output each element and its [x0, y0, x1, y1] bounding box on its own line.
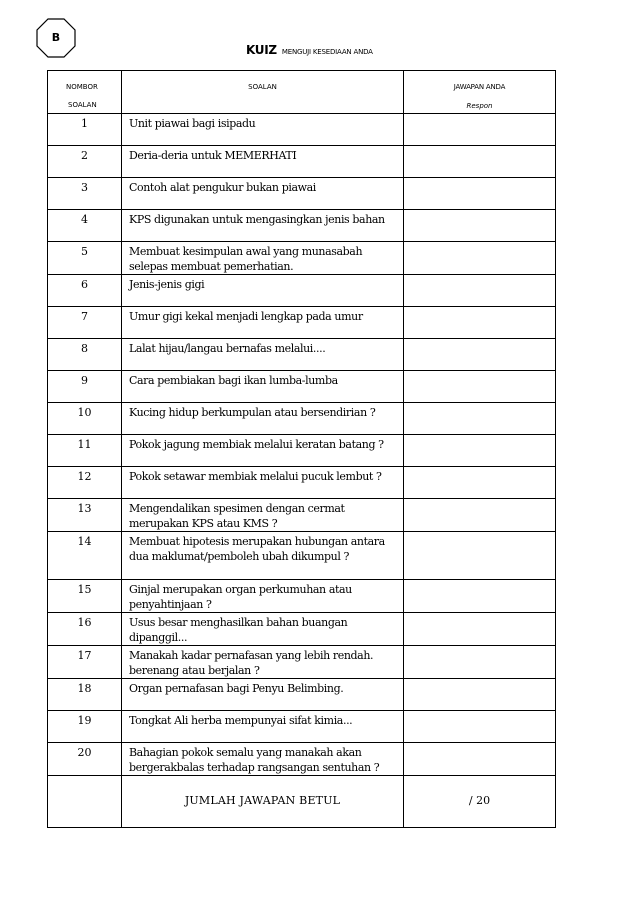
question-number: 20 — [48, 743, 122, 776]
total-score[interactable]: / 20 — [404, 776, 556, 828]
table-row — [48, 242, 556, 275]
question-number: 10 — [48, 403, 122, 435]
question-number: 11 — [48, 435, 122, 467]
table-row — [48, 743, 556, 776]
table-row — [48, 613, 556, 646]
answer-cell[interactable] — [404, 646, 556, 679]
total-label: JUMLAH JAWAPAN BETUL — [122, 776, 404, 828]
table-row — [48, 114, 556, 146]
answer-cell[interactable] — [404, 146, 556, 178]
header-question-label: SOALAN — [248, 83, 277, 91]
question-number: 15 — [48, 580, 122, 613]
question-number: 7 — [48, 307, 122, 339]
table-row — [48, 210, 556, 242]
answer-cell[interactable] — [404, 711, 556, 743]
table-row — [48, 435, 556, 467]
question-text: Cara pembiakan bagi ikan lumba-lumba — [122, 371, 404, 403]
question-text: Jenis-jenis gigi — [122, 275, 404, 307]
question-text: Contoh alat pengukur bukan piawai — [122, 178, 404, 210]
question-number: 14 — [48, 532, 122, 580]
table-row — [48, 499, 556, 532]
question-number: 3 — [48, 178, 122, 210]
total-empty-cell — [48, 776, 122, 828]
table-row — [48, 467, 556, 499]
question-number: 16 — [48, 613, 122, 646]
header-number-line2: SOALAN — [68, 101, 97, 109]
question-number: 1 — [48, 114, 122, 146]
question-number: 12 — [48, 467, 122, 499]
question-number: 19 — [48, 711, 122, 743]
answer-cell[interactable] — [404, 339, 556, 371]
title-main: KUIZ — [246, 43, 277, 57]
question-text: Organ pernafasan bagi Penyu Belimbing. — [122, 679, 404, 711]
header-answer-line2: Respon — [466, 102, 493, 110]
question-text: Lalat hijau/langau bernafas melalui.... — [122, 339, 404, 371]
header-answer-line1: JAWAPAN ANDA — [453, 83, 506, 91]
answer-cell[interactable] — [404, 371, 556, 403]
table-row — [48, 178, 556, 210]
question-text: Unit piawai bagi isipadu — [122, 114, 404, 146]
table-row — [48, 711, 556, 743]
question-text: Usus besar menghasilkan bahan buangan dipanggil... — [122, 613, 404, 646]
question-text: Pokok setawar membiak melalui pucuk lembut ? — [122, 467, 404, 499]
answer-cell[interactable] — [404, 679, 556, 711]
question-text: Umur gigi kekal menjadi lengkap pada umur — [122, 307, 404, 339]
question-text: Deria-deria untuk MEMERHATI — [122, 146, 404, 178]
table-row — [48, 580, 556, 613]
table-row — [48, 679, 556, 711]
quiz-table — [47, 70, 556, 828]
table-row — [48, 307, 556, 339]
answer-cell[interactable] — [404, 307, 556, 339]
table-row — [48, 371, 556, 403]
question-number: 13 — [48, 499, 122, 532]
answer-cell[interactable] — [404, 499, 556, 532]
header-question — [122, 71, 404, 114]
answer-cell[interactable] — [404, 242, 556, 275]
page-title — [246, 39, 373, 58]
question-text: Membuat hipotesis merupakan hubungan antara dua maklumat/pemboleh ubah dikumpul ? — [122, 532, 404, 580]
section-badge — [36, 18, 76, 58]
answer-cell[interactable] — [404, 275, 556, 307]
question-number: 18 — [48, 679, 122, 711]
header-number — [48, 71, 122, 114]
question-number: 4 — [48, 210, 122, 242]
question-number: 6 — [48, 275, 122, 307]
answer-cell[interactable] — [404, 580, 556, 613]
total-row — [48, 776, 556, 828]
question-text: Kucing hidup berkumpulan atau bersendirian ? — [122, 403, 404, 435]
question-text: KPS digunakan untuk mengasingkan jenis bahan — [122, 210, 404, 242]
table-row — [48, 532, 556, 580]
question-text: Ginjal merupakan organ perkumuhan atau penyahtinjaan ? — [122, 580, 404, 613]
answer-cell[interactable] — [404, 532, 556, 580]
table-header — [48, 71, 556, 114]
answer-cell[interactable] — [404, 467, 556, 499]
question-text: Pokok jagung membiak melalui keratan batang ? — [122, 435, 404, 467]
question-number: 17 — [48, 646, 122, 679]
badge-label: B — [51, 31, 61, 44]
header-number-line1: NOMBOR — [66, 83, 98, 91]
table-row — [48, 146, 556, 178]
table-row — [48, 275, 556, 307]
question-text: Tongkat Ali herba mempunyai sifat kimia... — [122, 711, 404, 743]
table-row — [48, 646, 556, 679]
answer-cell[interactable] — [404, 210, 556, 242]
question-text: Membuat kesimpulan awal yang munasabah selepas membuat pemerhatian. — [122, 242, 404, 275]
answer-cell[interactable] — [404, 743, 556, 776]
answer-cell[interactable] — [404, 114, 556, 146]
question-text: Bahagian pokok semalu yang manakah akan bergerakbalas terhadap rangsangan sentuhan ? — [122, 743, 404, 776]
answer-cell[interactable] — [404, 178, 556, 210]
question-text: Mengendalikan spesimen dengan cermat merupakan KPS atau KMS ? — [122, 499, 404, 532]
question-text: Manakah kadar pernafasan yang lebih rendah. berenang atau berjalan ? — [122, 646, 404, 679]
table-row — [48, 339, 556, 371]
table-row — [48, 403, 556, 435]
title-sub: MENGUJI KESEDIAAN ANDA — [281, 48, 373, 56]
question-number: 8 — [48, 339, 122, 371]
answer-cell[interactable] — [404, 435, 556, 467]
question-number: 2 — [48, 146, 122, 178]
header-answer — [404, 71, 556, 114]
answer-cell[interactable] — [404, 613, 556, 646]
question-number: 5 — [48, 242, 122, 275]
answer-cell[interactable] — [404, 403, 556, 435]
question-number: 9 — [48, 371, 122, 403]
